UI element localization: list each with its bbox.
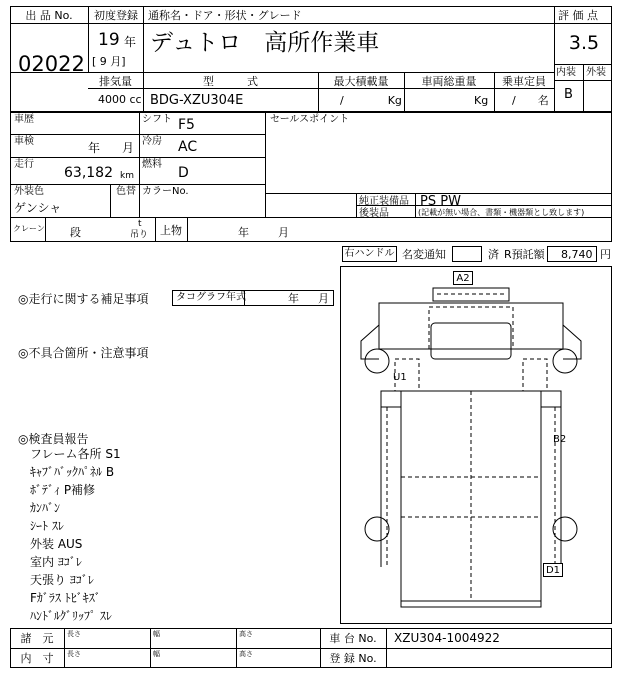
ext-color-label: 外装色 [14, 186, 44, 197]
rear-bumper [401, 601, 541, 607]
specs-row-label: 諸 元 [20, 632, 54, 645]
crane-label: クレーン [13, 224, 45, 233]
first-reg-year-unit: 年 [124, 35, 137, 49]
divider [110, 184, 111, 217]
right-door [563, 325, 581, 359]
mark-u1: U1 [393, 372, 407, 383]
rhd-label: 右ハンドル [344, 248, 395, 259]
divider [155, 217, 156, 242]
lot-no-label: 出 品 No. [25, 9, 73, 22]
interior-dims-label: 内 寸 [20, 652, 54, 665]
capacity-value: / 名 [512, 94, 549, 107]
divider [10, 72, 555, 73]
shift-value: F5 [178, 117, 195, 133]
chassis-no: XZU304-1004922 [394, 631, 500, 645]
name-change-box [452, 246, 482, 262]
name-change-label: 名変通知 [402, 248, 446, 261]
inspection-year: 年 [88, 141, 101, 155]
report-line: 室内 ﾖｺﾞﾚ [30, 555, 82, 569]
supplement-title: ◎走行に関する補足事項 [18, 292, 149, 306]
chassis-label: 車 台 No. [329, 632, 377, 645]
displacement: 4000 cc [98, 93, 142, 106]
upper-label: 上物 [160, 224, 182, 237]
tacho-label: タコグラフ年式 [176, 292, 246, 303]
model: BDG-XZU304E [150, 93, 244, 108]
reg-label: 登 録 No. [329, 652, 377, 665]
yen-label: 円 [600, 248, 611, 261]
width-label: 幅 [153, 630, 160, 638]
first-reg-month: [ 9 月] [92, 55, 126, 68]
aftermarket-label: 後装品 [359, 208, 389, 219]
gross-weight-value: Kg [474, 94, 489, 107]
mileage-unit: km [120, 171, 134, 181]
left-door [361, 325, 379, 359]
history-label: 車歴 [14, 114, 34, 125]
interior-grade: B [564, 87, 573, 102]
height-label: 高さ [239, 630, 253, 638]
windshield [429, 307, 513, 349]
interior-label: 内装 [556, 67, 576, 78]
fuel-value: D [178, 165, 189, 181]
lot-no: 02022 [18, 52, 85, 76]
displacement-label: 排気量 [99, 75, 132, 88]
inspection-month: 月 [122, 141, 135, 155]
width-label-2: 幅 [153, 650, 160, 658]
max-load-value: / Kg [340, 94, 402, 107]
divider [10, 157, 266, 158]
report-line: ﾎﾞﾃﾞｨ P補修 [30, 483, 96, 497]
shift-label: シフト [142, 114, 172, 125]
equipment-label: 純正装備品 [359, 196, 409, 207]
cab-roof [431, 323, 511, 359]
divider [64, 628, 65, 668]
vehicle-name: デュトロ 高所作業車 [150, 30, 380, 56]
rear-left-wheel [365, 517, 389, 541]
color-no-label: 色替 [116, 186, 136, 197]
report-line: ﾊﾝﾄﾞﾙｸﾞﾘｯﾌﾟ ｽﾚ [30, 609, 112, 623]
ext-color-value: ゲンシャ [14, 201, 62, 215]
report-line: 天張り ﾖｺﾞﾚ [30, 573, 94, 587]
divider [554, 6, 555, 112]
divider [356, 193, 357, 217]
front-left-wheel [365, 349, 389, 373]
upper-month: 月 [278, 226, 289, 239]
crane-stage: 段 [70, 226, 81, 239]
deposit-label: 済 [488, 248, 499, 261]
front-right-wheel [553, 349, 577, 373]
mileage-value: 63,182 [64, 165, 113, 181]
divider [10, 23, 555, 24]
exterior-label: 外装 [586, 67, 606, 78]
report-line: ｼｰﾄ ｽﾚ [30, 519, 64, 533]
divider [88, 88, 555, 89]
vehicle-info-label: 通称名・ドア・形状・グレード [148, 9, 302, 22]
truck-diagram-svg [341, 267, 611, 623]
first-reg-label: 初度登録 [94, 9, 138, 22]
equipment-value: PS PW [420, 194, 461, 209]
sales-point-label: セールスポイント [270, 114, 350, 125]
report-line: フレーム各所 S1 [30, 447, 121, 461]
crane-t: t [138, 219, 142, 229]
mark-d1: D1 [545, 565, 561, 576]
divider [236, 628, 237, 668]
divider [88, 6, 89, 72]
ac-label: 冷房 [142, 136, 162, 147]
report-line: ｷｬﾌﾞﾊﾞｯｸﾊﾟﾈﾙ B [30, 465, 115, 479]
divider [10, 217, 612, 218]
rear-right-wheel [553, 517, 577, 541]
recycle-amount: 8,740 [561, 248, 593, 261]
report-line: 外装 AUS [30, 537, 83, 551]
mark-b2: B2 [553, 434, 567, 445]
divider [150, 628, 151, 668]
divider [139, 112, 140, 217]
gross-weight-label: 車両総重量 [421, 75, 477, 88]
cab-outline [379, 303, 563, 349]
divider [10, 648, 612, 649]
score-label: 評 価 点 [558, 9, 598, 22]
max-load-label: 最大積載量 [333, 75, 389, 88]
divider [10, 134, 266, 135]
fuel-label: 燃料 [142, 159, 162, 170]
report-line: Fｶﾞﾗｽ ﾄﾋﾞｷｽﾞ [30, 591, 101, 605]
height-label-2: 高さ [239, 650, 253, 658]
divider [583, 64, 584, 112]
tacho-year: 年 [288, 292, 299, 305]
model-label: 型 式 [203, 75, 258, 88]
tacho-month: 月 [318, 292, 329, 305]
divider [386, 628, 387, 668]
inspection-label: 車検 [14, 136, 34, 147]
defects-title: ◎不具合箇所・注意事項 [18, 346, 149, 360]
mark-a2: A2 [456, 273, 470, 284]
inspector-title: ◎検査員報告 [18, 432, 89, 446]
divider [554, 23, 612, 24]
length-label: 長さ [67, 630, 81, 638]
mileage-label: 走行 [14, 159, 34, 170]
length-label-2: 長さ [67, 650, 81, 658]
divider [187, 217, 188, 242]
upper-year: 年 [238, 226, 249, 239]
divider [143, 6, 144, 112]
vehicle-diagram [340, 266, 612, 624]
crane-hang: 吊り [130, 230, 149, 240]
score-value: 3.5 [568, 32, 600, 54]
divider [45, 217, 46, 242]
ac-value: AC [178, 139, 198, 155]
divider [265, 112, 266, 217]
divider [415, 193, 416, 217]
capacity-label: 乗車定員 [502, 75, 546, 88]
report-line: ｶﾝﾊﾞﾝ [30, 501, 61, 515]
recycle-label: R預託額 [504, 248, 545, 261]
divider [10, 184, 266, 185]
color-code-label: カラーNo. [142, 186, 189, 197]
aftermarket-note: (記載が無い場合、書類・機器類とし致します) [418, 208, 585, 217]
first-reg-year: 19 [98, 30, 120, 50]
